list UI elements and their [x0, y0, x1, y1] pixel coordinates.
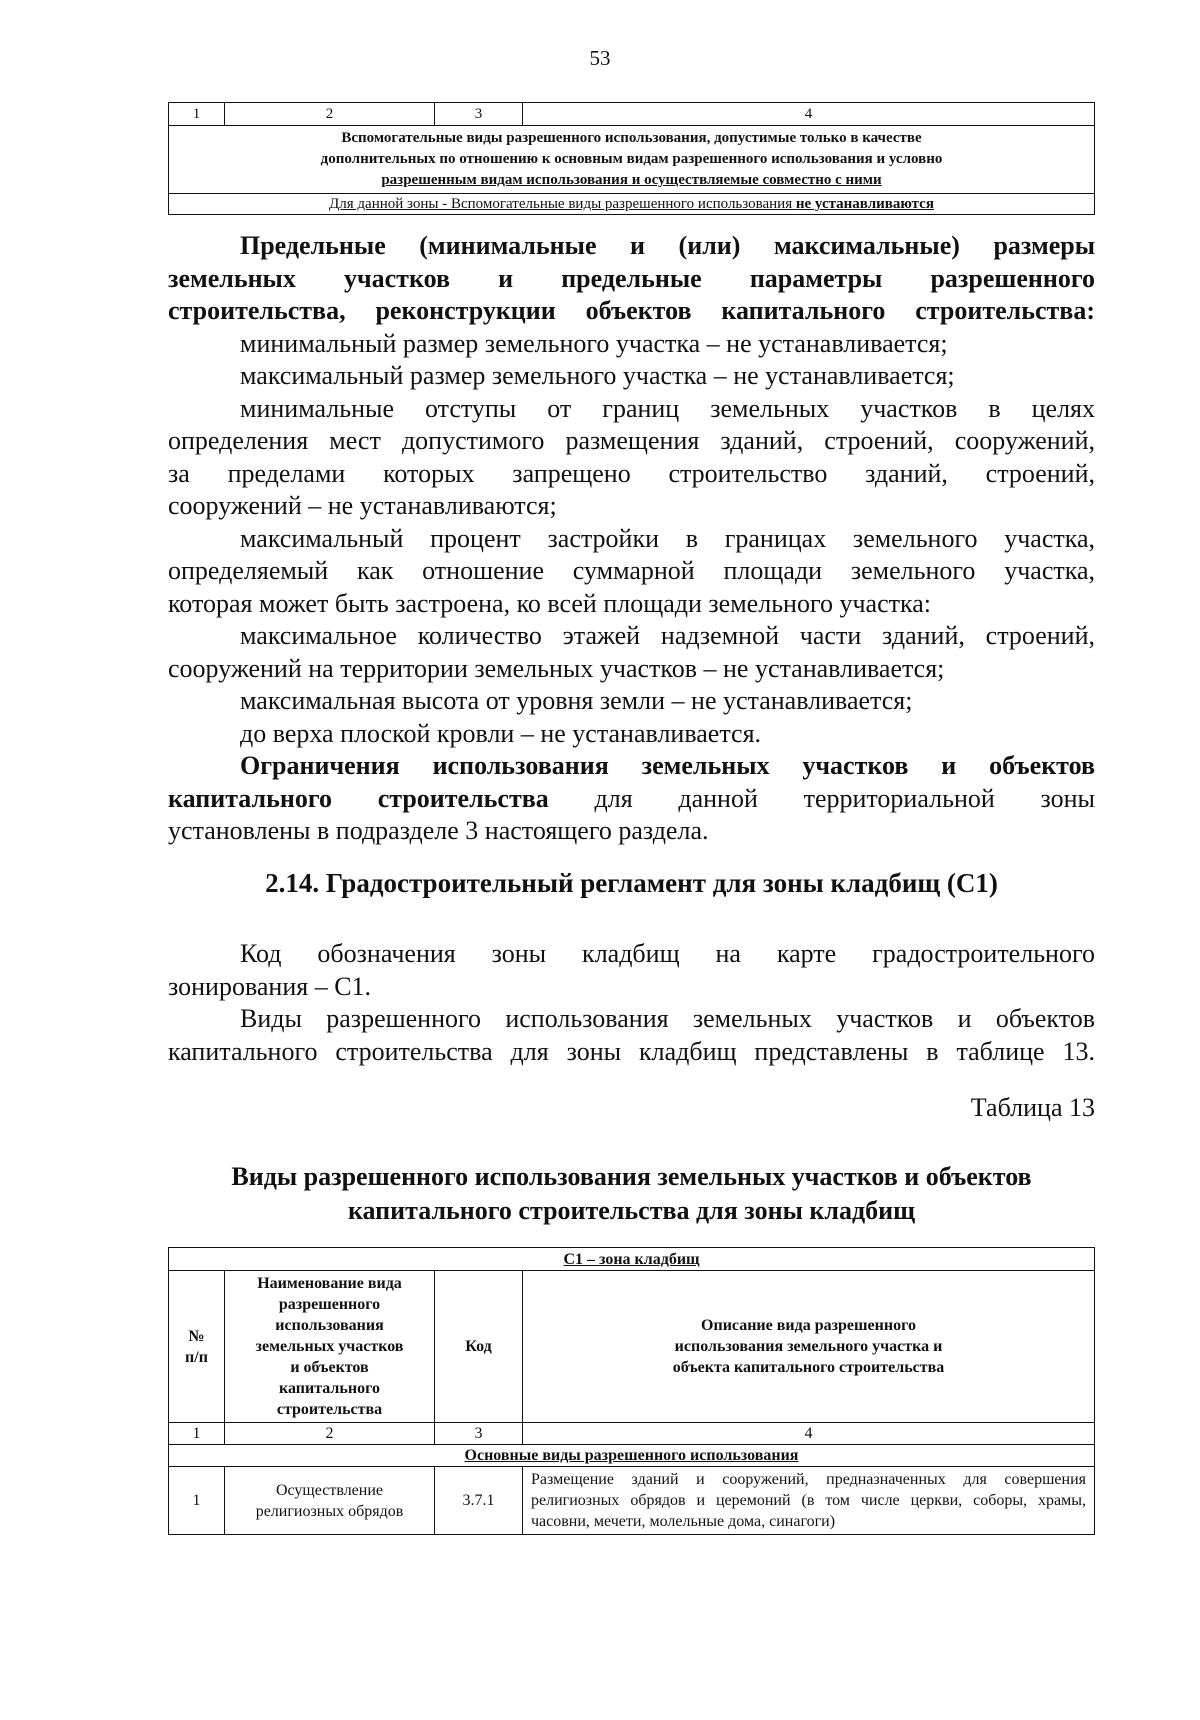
text-line: Ограничения использования земельных участков и объектов: [240, 751, 1095, 780]
aux-title-line: дополнительных по отношению к основным видам разрешенного использования и условно: [320, 151, 943, 167]
text-line: максимальный процент застройки в границах земельного участка,: [240, 523, 1095, 553]
row-code: 3.7.1: [435, 1467, 523, 1535]
table-row: [169, 1467, 1095, 1535]
col-index-2: 2: [225, 103, 435, 126]
header-line: Наименование вида: [257, 1275, 402, 1292]
restrictions-rest: для данной территориальной зоны: [548, 783, 1095, 813]
header-line: использования: [275, 1317, 384, 1334]
header-line: капитального: [279, 1380, 380, 1397]
limits-block: [168, 230, 1095, 848]
page-number: 53: [589, 46, 611, 70]
table-title: [168, 1160, 1095, 1228]
code-paragraph: [168, 938, 1095, 1003]
main-section-cell: Основные виды разрешенного использования: [169, 1445, 1095, 1467]
index-cell: 4: [523, 1423, 1095, 1445]
col-index-1: 1: [169, 103, 225, 126]
index-cell: 1: [169, 1423, 225, 1445]
text-line: Виды разрешенного использования земельных участков и объектов: [240, 1004, 1095, 1033]
section-title: 2.14. Градостроительный регламент для зоны кладбищ (С1): [265, 868, 998, 898]
text-line: зонирования – С1.: [168, 971, 372, 1001]
col-desc-header: [523, 1271, 1095, 1423]
table-title-line: капитального строительства для зоны кладбищ: [347, 1196, 916, 1225]
restrictions-paragraph: [168, 750, 1095, 848]
text-line: Код обозначения зоны кладбищ на карте градостроительного: [240, 939, 1095, 968]
index-cell: 3: [435, 1423, 523, 1445]
col-code-header: Код: [435, 1271, 523, 1423]
text-line: капитального строительства для зоны кладбищ представлены в таблице 13.: [168, 1036, 1095, 1066]
aux-title-row: [169, 126, 1095, 194]
header-line: разрешенного: [278, 1296, 381, 1313]
aux-uses-table: [168, 102, 1095, 215]
col-index-4: 4: [523, 103, 1095, 126]
text-line: [168, 783, 1095, 816]
col-name-header: [225, 1271, 435, 1423]
uses-paragraph: [168, 1003, 1095, 1068]
text-line: максимальное количество этажей надземной части зданий, строений,: [240, 621, 1095, 650]
text-line: установлены в подразделе 3 настоящего раздела.: [168, 816, 709, 845]
zone-intro: [168, 938, 1095, 1068]
restrictions-bold: капитального строительства: [168, 783, 549, 813]
header-line: и объектов: [290, 1359, 369, 1376]
header-line: земельных участков: [255, 1338, 404, 1355]
limit-coverage: [168, 523, 1095, 621]
aux-note-cell: [169, 194, 1095, 215]
zone-header-cell: С1 – зона кладбищ: [169, 1248, 1095, 1271]
aux-title-line: Вспомогательные виды разрешенного использования, допустимые только в качестве: [341, 130, 922, 146]
limit-floors: [168, 620, 1095, 685]
name-line: религиозных обрядов: [255, 1502, 404, 1520]
header-line: использования земельного участка и: [674, 1338, 943, 1355]
column-header-row: [169, 1271, 1095, 1423]
main-section-row: [169, 1445, 1095, 1467]
header-line: Описание вида разрешенного: [701, 1317, 916, 1334]
table-header-row: [169, 103, 1095, 126]
col-index-3: 3: [435, 103, 523, 126]
table-13: [168, 1247, 1095, 1535]
aux-note-text: Для данной зоны - Вспомогательные виды разрешенного использования: [329, 196, 796, 212]
text-line: сооружений на территории земельных участков – не устанавливается;: [168, 653, 945, 683]
row-name: [225, 1467, 435, 1535]
header-line: строительства: [276, 1401, 383, 1418]
row-number: 1: [169, 1467, 225, 1535]
col-number-header: № п/п: [169, 1271, 225, 1423]
aux-title-cell: [169, 126, 1095, 194]
heading-line: Предельные (минимальные и (или) максимальные) размеры: [240, 231, 1095, 260]
table-title-line: Виды разрешенного использования земельных участков и объектов: [231, 1162, 1032, 1191]
limits-heading: [168, 230, 1095, 328]
heading-line: строительства, реконструкции объектов капитального строительства:: [168, 296, 1095, 325]
text-line: которая может быть застроена, ко всей площади земельного участка:: [168, 588, 932, 618]
limit-height: максимальная высота от уровня земли – не устанавливается;: [240, 686, 913, 715]
limit-roof: до верха плоской кровли – не устанавливается.: [240, 718, 762, 748]
limit-setbacks: [168, 393, 1095, 523]
text-line: определяемый как отношение суммарной площади земельного участка,: [168, 556, 1095, 585]
header-line: объекта капитального строительства: [672, 1359, 945, 1376]
aux-note-row: [169, 194, 1095, 215]
aux-title-line: разрешенным видам использования и осуществляемые совместно с ними: [381, 172, 882, 188]
text-line: определения мест допустимого размещения зданий, строений, сооружений,: [168, 426, 1095, 455]
table-caption: Таблица 13: [970, 1093, 1095, 1122]
index-cell: 2: [225, 1423, 435, 1445]
zone-header-row: [169, 1248, 1095, 1271]
name-line: Осуществление: [275, 1481, 383, 1499]
heading-line: земельных участков и предельные параметры разрешенного: [168, 263, 1095, 293]
text-line: минимальные отступы от границ земельных участков в целях: [240, 393, 1095, 423]
index-row: [169, 1423, 1095, 1445]
text-line: сооружений – не устанавливаются;: [168, 491, 557, 520]
row-description: Размещение зданий и сооружений, предназначенных для совершения религиозных обрядов и церемоний (в том числе церкви, соборы, храмы, часовни, мечети, молельные дома, синагоги): [523, 1467, 1095, 1535]
limit-min-size: минимальный размер земельного участка – не устанавливается;: [240, 328, 948, 358]
aux-note-emphasis: не устанавливаются: [795, 196, 934, 212]
limit-max-size: максимальный размер земельного участка – не устанавливается;: [240, 361, 955, 390]
text-line: за пределами которых запрещено строительство зданий, строений,: [168, 458, 1095, 488]
